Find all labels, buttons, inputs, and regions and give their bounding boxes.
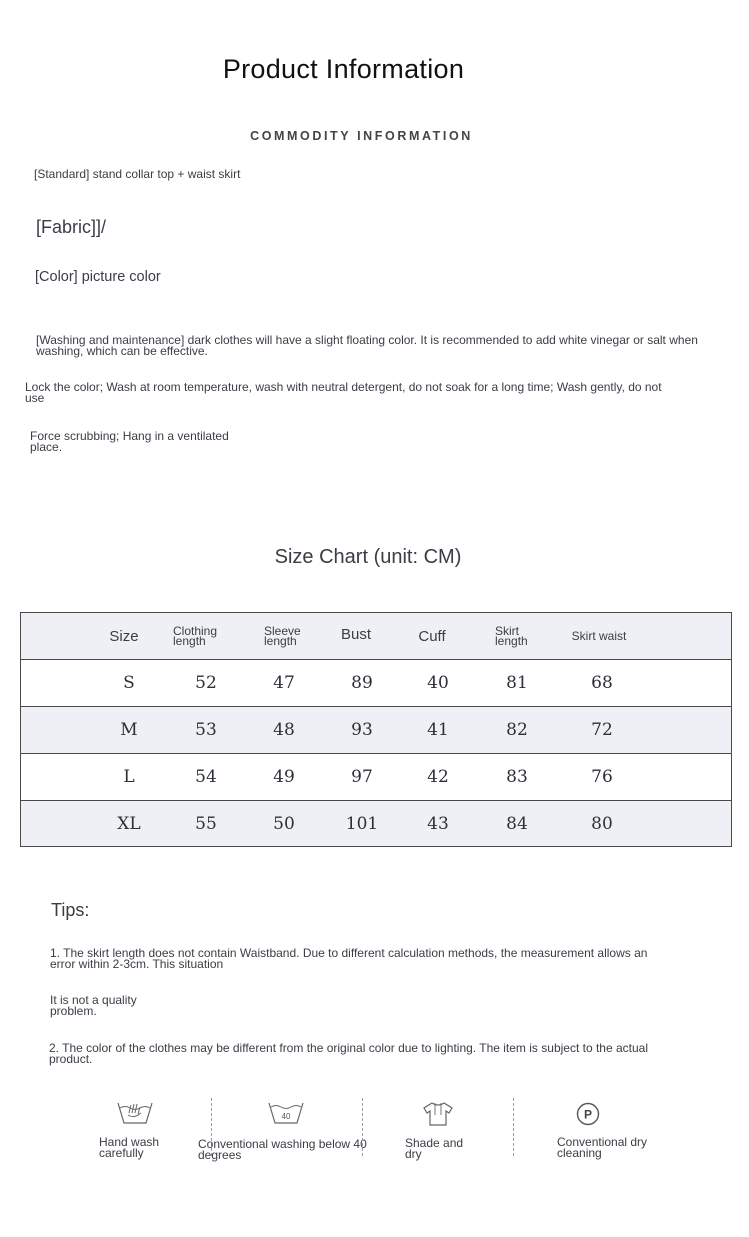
cell-skirt-waist: 72: [591, 720, 613, 740]
table-row: [21, 801, 731, 846]
info-washing: [Washing and maintenance] dark clothes will have a slight floating color. It is recommended to add white vinegar or salt when washing, which can be effective.: [36, 333, 698, 358]
cell-skirt-length: 82: [506, 720, 528, 740]
tips-line-3: 2. The color of the clothes may be different from the original color due to lighting. The item is subject to the actual product.: [49, 1041, 648, 1066]
cell-size: S: [123, 673, 135, 693]
cell-size: XL: [117, 813, 141, 834]
header-size: Size: [109, 627, 139, 645]
cell-skirt-length: 84: [506, 813, 528, 834]
table-row: [21, 754, 731, 801]
cell-cuff: 40: [427, 673, 449, 693]
divider: [362, 1098, 363, 1156]
cell-sleeve-length: 49: [273, 767, 295, 787]
table-row: [21, 707, 731, 754]
cell-clothing-length: 55: [195, 813, 217, 834]
cell-sleeve-length: 47: [273, 673, 295, 693]
size-chart-table: [20, 612, 732, 847]
hand-wash-icon: [116, 1099, 154, 1132]
header-skirt-length: Skirt length: [495, 624, 528, 648]
cell-cuff: 42: [427, 767, 449, 787]
svg-text:P: P: [583, 1107, 593, 1122]
cell-cuff: 41: [427, 720, 449, 740]
cell-bust: 89: [351, 673, 373, 693]
cell-skirt-waist: 80: [591, 813, 613, 834]
shade-dry-label: Shade and dry: [405, 1136, 464, 1161]
cell-bust: 101: [345, 813, 379, 834]
size-chart-title: Size Chart (unit: CM): [274, 546, 462, 568]
cell-bust: 97: [351, 767, 373, 787]
header-clothing-length: Clothing length: [173, 624, 218, 648]
cell-clothing-length: 52: [195, 673, 217, 693]
dry-clean-label: Conventional dry cleaning: [557, 1135, 648, 1160]
shade-dry-icon: [422, 1101, 454, 1132]
page-subtitle: COMMODITY INFORMATION: [250, 129, 473, 143]
tips-title: Tips:: [51, 900, 90, 920]
wash-40-label: Conventional washing below 40 degrees: [198, 1137, 367, 1162]
tips-line-2: It is not a quality problem.: [50, 993, 137, 1018]
info-color: [Color] picture color: [35, 269, 161, 285]
cell-skirt-waist: 76: [591, 767, 613, 787]
svg-text:40: 40: [281, 1112, 291, 1121]
info-standard: [Standard] stand collar top + waist skirt: [34, 167, 241, 181]
info-fabric: [Fabric]]/: [36, 217, 107, 237]
page-title: Product Information: [222, 54, 465, 84]
cell-size: M: [120, 720, 138, 740]
cell-cuff: 43: [427, 813, 449, 834]
table-row: [21, 660, 731, 707]
info-force-scrubbing: Force scrubbing; Hang in a ventilated place.: [30, 429, 229, 454]
header-bust: Bust: [340, 625, 371, 643]
cell-sleeve-length: 50: [273, 813, 295, 834]
cell-skirt-waist: 68: [591, 673, 613, 693]
cell-skirt-length: 81: [506, 673, 528, 693]
cell-bust: 93: [351, 720, 373, 740]
dry-clean-icon: [576, 1102, 600, 1131]
info-lock-color: Lock the color; Wash at room temperature, wash with neutral detergent, do not soak for a long time; Wash gently, do not use: [25, 380, 662, 405]
tips-line-1: 1. The skirt length does not contain Waistband. Due to different calculation methods, the measurement allows an error within 2-3cm. This situation: [50, 946, 648, 971]
divider: [513, 1098, 514, 1156]
wash-40-icon: [267, 1099, 305, 1132]
header-cuff: Cuff: [418, 627, 446, 645]
cell-clothing-length: 53: [195, 720, 217, 740]
cell-size: L: [123, 767, 135, 787]
header-sleeve-length: Sleeve length: [264, 624, 301, 648]
cell-sleeve-length: 48: [273, 720, 295, 740]
cell-clothing-length: 54: [195, 767, 217, 787]
hand-wash-label: Hand wash carefully: [99, 1135, 160, 1160]
cell-skirt-length: 83: [506, 767, 528, 787]
header-skirt-waist: Skirt waist: [571, 629, 627, 643]
table-header-row: [21, 613, 731, 660]
